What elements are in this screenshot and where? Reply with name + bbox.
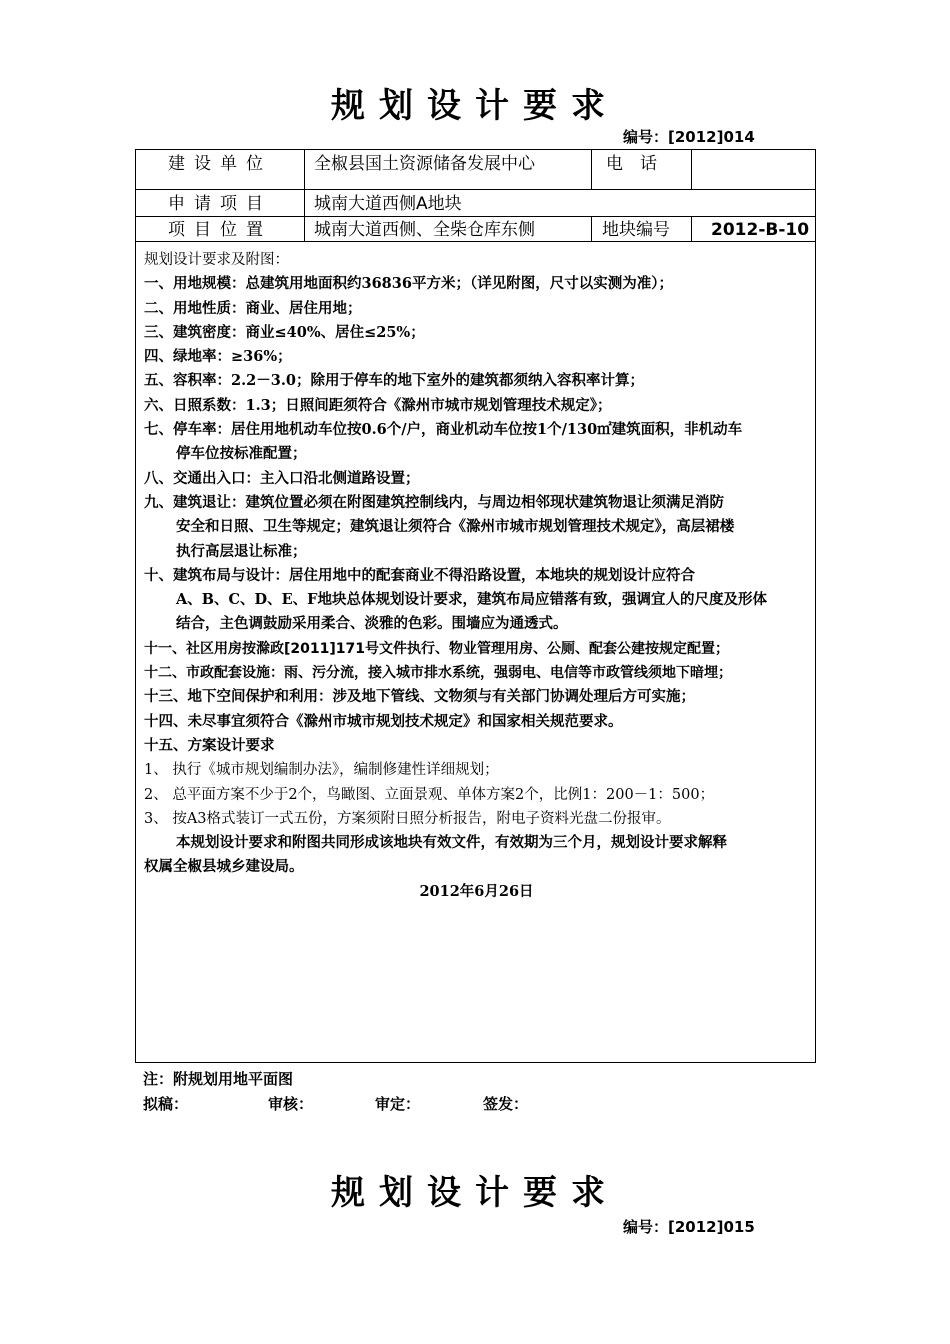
requirement-item: 二、用地性质：商业、居住用地； <box>144 299 362 317</box>
document-title: 规划设计要求 <box>331 86 619 126</box>
requirement-item: 一、用地规模：总建筑用地面积约36836平方米；（详见附图，尺寸以实测为准）； <box>144 275 673 293</box>
col-divider <box>691 216 692 241</box>
document-number: 编号：[2012]014 <box>623 128 755 146</box>
requirement-item: 十四、未尽事宜须符合《滁州市城市规划技术规定》和国家相关规范要求。 <box>144 712 623 730</box>
design-requirement-item: 2、 总平面方案不少于2个，鸟瞰图、立面景观、单体方案2个，比例1：200－1：500； <box>144 786 715 803</box>
second-document-title: 规划设计要求 <box>331 1173 619 1213</box>
closing-statement: 本规划设计要求和附图共同形成该地块有效文件，有效期为三个月，规划设计要求解释 <box>176 834 727 852</box>
review-signature: 审核： <box>268 1095 314 1113</box>
row-divider <box>136 189 815 190</box>
requirement-item-continued: 结合，主色调鼓励采用柔合、淡雅的色彩。围墙应为通透式。 <box>176 615 568 633</box>
row-divider <box>136 216 815 217</box>
requirement-item-continued: 停车位按标准配置； <box>176 445 307 463</box>
phone-label: 电 话 <box>606 154 657 174</box>
closing-statement-continued: 权属全椒县城乡建设局。 <box>144 858 304 876</box>
requirement-item-continued: 执行高层退让标准； <box>176 542 307 560</box>
parcel-label: 地块编号 <box>602 220 670 240</box>
design-requirement-item: 1、 执行《城市规划编制办法》，编制修建性详细规划； <box>144 762 499 779</box>
attachment-note: 注：附规划用地平面图 <box>143 1070 294 1088</box>
requirement-item: 六、日照系数：1.3；日照间距须符合《滁州市城市规划管理技术规定》； <box>144 396 612 414</box>
location-value: 城南大道西侧、全柴仓库东侧 <box>314 220 535 240</box>
issue-signature: 签发： <box>483 1095 529 1113</box>
requirement-item: 八、交通出入口：主入口沿北侧道路设置； <box>144 469 420 487</box>
requirement-item: 十三、地下空间保护和利用：涉及地下管线、文物须与有关部门协调处理后方可实施； <box>144 688 695 706</box>
requirement-item: 四、绿地率：≥36%； <box>144 348 292 366</box>
requirement-item-continued: 安全和日照、卫生等规定；建筑退让须符合《滁州市城市规划管理技术规定》，高层裙楼 <box>176 518 735 536</box>
requirement-item: 十一、社区用房按滁政[2011]171号文件执行、物业管理用房、公厕、配套公建按规定配置； <box>144 640 729 657</box>
requirement-item: 三、建筑密度：商业≤40%、居住≤25%； <box>144 323 425 341</box>
draft-signature: 拟稿： <box>143 1095 189 1113</box>
requirement-item: 五、容积率：2.2－3.0；除用于停车的地下室外的建筑都须纳入容积率计算； <box>144 372 644 390</box>
requirements-content <box>144 248 809 904</box>
approve-signature: 审定： <box>375 1095 421 1113</box>
col-divider <box>591 150 592 189</box>
design-requirement-item: 3、 按A3格式装订一式五份，方案须附日照分析报告，附电子资料光盘二份报审。 <box>144 810 671 827</box>
requirement-item-continued: A、B、C、D、E、F地块总体规划设计要求，建筑布局应错落有致，强调宜人的尺度及形体 <box>176 591 767 609</box>
project-label: 申请项目 <box>168 194 272 214</box>
requirement-item: 九、建筑退让：建筑位置必须在附图建筑控制线内，与周边相邻现状建筑物退让须满足消防 <box>144 493 724 511</box>
col-divider <box>304 150 305 241</box>
col-divider <box>591 216 592 241</box>
requirements-form <box>135 149 816 1063</box>
requirement-item: 十五、方案设计要求 <box>144 736 275 754</box>
requirement-item: 十、建筑布局与设计：居住用地中的配套商业不得沿路设置，本地块的规划设计应符合 <box>144 566 695 584</box>
unit-label: 建设单位 <box>168 154 272 174</box>
unit-value: 全椒县国土资源储备发展中心 <box>314 154 535 174</box>
col-divider <box>691 150 692 189</box>
second-document-number: 编号：[2012]015 <box>623 1218 755 1236</box>
row-divider <box>136 241 815 242</box>
parcel-number: 2012-B-10 <box>711 220 810 240</box>
project-value: 城南大道西侧A地块 <box>314 194 462 214</box>
location-label: 项目位置 <box>168 220 272 240</box>
issue-date: 2012年6月26日 <box>419 882 534 900</box>
requirement-item: 七、停车率：居住用地机动车位按0.6个/户，商业机动车位按1个/130㎡建筑面积，非机动车 <box>144 421 743 439</box>
content-heading: 规划设计要求及附图： <box>144 252 289 268</box>
requirement-item: 十二、市政配套设施：雨、污分流，接入城市排水系统，强弱电、电信等市政管线须地下暗埋； <box>144 665 732 682</box>
